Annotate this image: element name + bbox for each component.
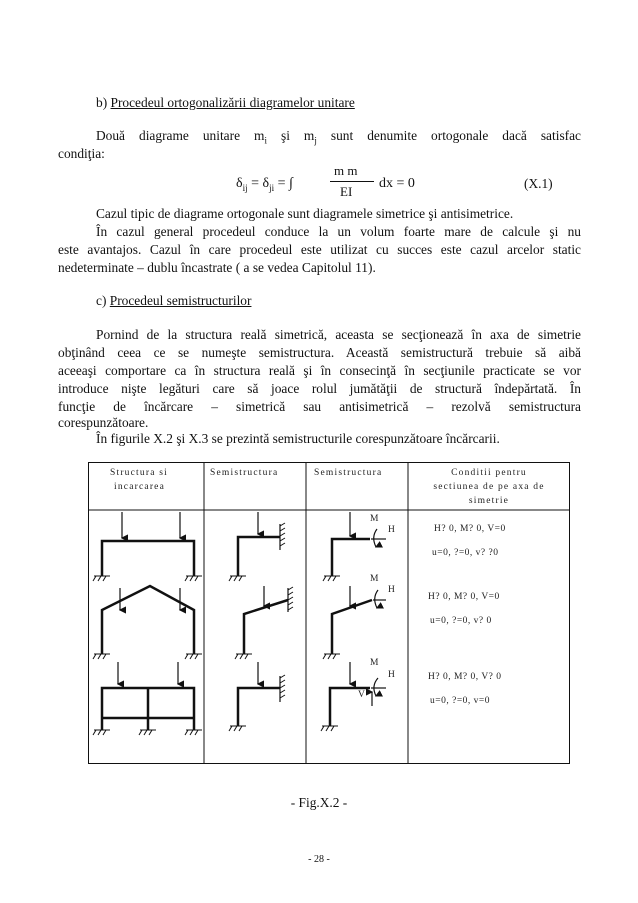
r1-displacements: u=0, ?=0, v? ?0 bbox=[432, 548, 499, 558]
c-line6: corespunzătoare. bbox=[58, 415, 149, 430]
label-m-r1: M bbox=[370, 514, 379, 524]
row1-semi-a bbox=[229, 512, 285, 581]
row2-semi-a bbox=[235, 586, 293, 659]
para3-l3: nedeterminate – dublu încastrate ( a se vedea Capitolul 11). bbox=[58, 260, 376, 275]
formula-numerator: m m bbox=[334, 163, 358, 178]
c-line1: Pornind de la structura reală simetrică, aceasta se secţionează în axa de simetrie bbox=[96, 327, 581, 342]
label-h-r3: H bbox=[388, 670, 396, 680]
row3-structure bbox=[93, 662, 202, 735]
row3-semi-b bbox=[321, 662, 386, 731]
formula-rhs: dx = 0 bbox=[379, 176, 415, 191]
para1-line1: Două diagrame unitare $m_i$ şi $m_j$ sunt denumite ortogonale dacă satisfac bbox=[96, 128, 581, 146]
header-structure-l2: incarcarea bbox=[114, 482, 166, 492]
formula-label: (X.1) bbox=[524, 176, 553, 191]
para3-l1: În cazul general procedeul conduce la un volum foarte mare de calcule şi nu bbox=[96, 224, 581, 239]
header-semistructura-1: Semistructura bbox=[210, 468, 279, 478]
label-m-r3: M bbox=[370, 658, 379, 668]
header-semistructura-2: Semistructura bbox=[314, 468, 383, 478]
label-m-r2: M bbox=[370, 574, 379, 584]
r3-forces: H? 0, M? 0, V? 0 bbox=[428, 672, 502, 682]
label-v-r3: V bbox=[358, 690, 366, 700]
label-h-r2: H bbox=[388, 585, 396, 595]
para2: Cazul tipic de diagrame ortogonale sunt diagramele simetrice şi antisimetrice. bbox=[96, 206, 514, 221]
section-c-heading: c) Procedeul semistructurilor bbox=[96, 293, 252, 308]
r2-displacements: u=0, ?=0, v? 0 bbox=[430, 616, 492, 626]
c-line5: funcţie de încărcare – simetrică sau antisimetrică – rezolvă semistructura bbox=[58, 399, 581, 414]
section-b-heading: b) Procedeul ortogonalizării diagramelor unitare bbox=[96, 95, 355, 110]
c-line2: obţinând ceea ce se numeşte semistructura. Această semistructură trebuie să aibă bbox=[58, 345, 581, 360]
row1-structure bbox=[93, 512, 202, 581]
c-line4: introduce nişte legături care să joace rolul jumătăţii de structură îndepărtată. În bbox=[58, 381, 581, 396]
row3-semi-a bbox=[229, 662, 285, 731]
label-h-r1: H bbox=[388, 525, 396, 535]
para1-line2: condiţia: bbox=[58, 146, 105, 161]
figure-table bbox=[88, 462, 570, 764]
para3-l2: este avantajos. Cazul în care procedeul este utilizat cu succes este cazul arcelor static bbox=[58, 242, 581, 257]
formula-x1: $\delta_{ij} = \delta_{ji}$ = ∫ m m EI dx = 0 (X.1) bbox=[236, 163, 553, 199]
r2-forces: H? 0, M? 0, V=0 bbox=[428, 592, 500, 602]
row2-semi-b bbox=[323, 586, 386, 659]
c-line3: aceeaşi comportare ca în structura reală şi în consecinţă în secţiunile practicate se vor bbox=[58, 363, 581, 378]
row2-structure bbox=[93, 586, 202, 659]
formula-denominator: EI bbox=[340, 184, 353, 199]
r1-forces: H? 0, M? 0, V=0 bbox=[434, 524, 506, 534]
header-structure-l1: Structura si bbox=[110, 468, 168, 478]
fraction-bar bbox=[330, 181, 374, 182]
figure-caption: - Fig.X.2 - bbox=[290, 795, 348, 810]
r3-displacements: u=0, ?=0, v=0 bbox=[430, 696, 491, 706]
header-conditions: Conditii pentru sectiunea de pe axa de simetrie bbox=[433, 468, 545, 506]
c-line7: În figurile X.2 şi X.3 se prezintă semistructurile corespunzătoare încărcarii. bbox=[96, 431, 500, 446]
page-number: - 28 - bbox=[308, 854, 330, 865]
